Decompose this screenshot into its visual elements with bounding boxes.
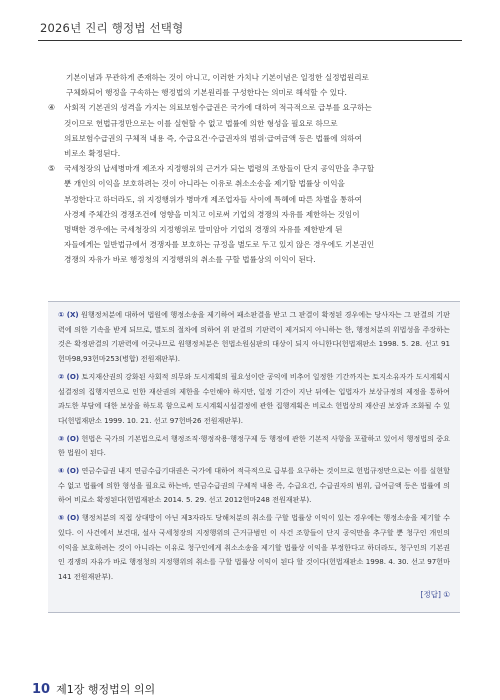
text-line: 사경제 주체간의 경쟁조건에 영향을 미치고 이로써 기업의 경쟁의 자유를 제한하는 것임이 xyxy=(64,209,360,219)
text-line: 경쟁의 자유가 바로 행정청의 지정행위의 취소를 구할 법률상의 이익이 된다. xyxy=(64,255,316,265)
text-line: 뿐 개인의 이익을 보호하려는 것이 아니라는 이유로 취소소송을 제기할 법률상 이익을 xyxy=(64,179,345,189)
option-text xyxy=(64,161,460,267)
question-body xyxy=(48,70,460,268)
explanation-box xyxy=(48,301,460,613)
explanation-marker: ④ (O) xyxy=(58,466,80,476)
page-footer xyxy=(32,681,155,697)
option-number: ④ xyxy=(48,103,56,113)
text-line: 부정한다고 하더라도, 위 지정행위가 병마개 제조업자들 사이에 특혜에 따른 차별을 통하여 xyxy=(64,194,362,204)
explanation-item-1 xyxy=(58,308,450,367)
answer-label: [정답] ① xyxy=(420,589,450,599)
text-line: 국세청장의 납세병마개 제조자 지정행위의 근거가 되는 법령의 조항들이 단지 공익만을 추구할 xyxy=(64,164,375,174)
explanation-marker: ⑤ (O) xyxy=(58,513,80,523)
explanation-item-5 xyxy=(58,511,450,585)
explanation-marker: ② (O) xyxy=(58,371,80,381)
continuation-paragraph xyxy=(48,70,460,100)
explanation-text: 연금수급권 내지 연금수급기대권은 국가에 대하여 적극적으로 급부를 요구하는 것이므로 헌법규정만으로는 이를 실현할 수 없고 법률에 의한 형성을 필요로 하는바, 연금수급권의 구체적 내용 즉, 수급요건, 수급권자의 범위, 급여금액 등은 법률에 의하여 비로소 확정된다(헌법재판소 2014. 5. 29. 선고 2012헌마248 전원재판부). xyxy=(58,466,450,505)
explanation-text: 헌법은 국가의 기본법으로서 행정조직·행정작용·행정구제 등 행정에 관한 기본적 사항을 포괄하고 있어서 행정법의 중요한 법원이 된다. xyxy=(58,433,450,458)
option-4 xyxy=(48,100,460,161)
page-number: 10 xyxy=(32,682,51,697)
explanation-item-4 xyxy=(58,464,450,508)
option-number: ⑤ xyxy=(48,164,56,174)
running-header: 2026년 진리 행정법 선택형 xyxy=(40,21,184,35)
explanation-marker: ① (X) xyxy=(58,310,79,319)
option-5 xyxy=(48,161,460,267)
explanation-item-2 xyxy=(58,370,450,429)
text-line: 사회적 기본권의 성격을 가지는 의료보험수급권은 국가에 대하여 적극적으로 급부를 요구하는 xyxy=(64,103,372,113)
text-line: 구체화되어 행정을 구속하는 행정법의 기본원리를 구성한다는 의미로 해석할 수 있다. xyxy=(66,88,347,98)
explanation-text: 토지재산권의 강화된 사회적 의무와 도시계획의 필요성이란 공익에 비추어 일정한 기간까지는 토지소유자가 도시계획시설결정의 집행지연으로 인한 재산권의 제한을 수인해야 하지만, 일정 기간이 지난 뒤에는 입법자가 보상규정의 제정을 통하여 과도한 부담에 대한 보상을 하도록 함으로써 도시계획시설결정에 관한 집행계획은 비로소 헌법상의 재산권 보장과 조화될 수 있다(헌법재판소 1999. 10. 21. 선고 97헌바26 전원재판부). xyxy=(58,371,450,425)
text-line: 자들에게는 일반법규에서 경쟁자를 보호하는 규정을 별도로 두고 있지 않은 경우에도 기본권인 xyxy=(64,240,375,250)
text-line: 것이므로 헌법규정만으로는 이를 실현할 수 없고 법률에 의한 형성을 필요로 하므로 xyxy=(64,118,338,128)
explanation-text: 원행정처분에 대하여 법원에 행정소송을 제기하여 패소판결을 받고 그 판결이 확정된 경우에는 당사자는 그 판결의 기판력에 의한 기속을 받게 되므로, 별도의 절차에 의하여 위 판결의 기판력이 제거되지 아니하는 한, 행정처분의 위법성을 주장하는 것은 확정판결의 기판력에 어긋나므로 원행정처분은 헌법소원심판의 대상이 되지 아니한다(헌법재판소 1998. 5. 28. 선고 91헌마98,93헌마253(병합) 전원재판부). xyxy=(58,310,450,364)
explanation-item-3 xyxy=(58,432,450,461)
chapter-title: 제1장 행정법의 의의 xyxy=(56,683,156,696)
explanation-marker: ③ (O) xyxy=(58,433,80,443)
text-line: 의료보험수급권의 구체적 내용 즉, 수급요건·수급권자의 범위·급여금액 등은 법률에 의하여 xyxy=(64,133,362,143)
text-line: 기본이념과 무관하게 존재하는 것이 아니고, 이러한 가치나 기본이념은 일정한 실정법원리로 xyxy=(66,73,369,82)
explanation-text: 행정처분의 직접 상대방이 아닌 제3자라도 당해처분의 취소를 구할 법률상 이익이 있는 경우에는 행정소송을 제기할 수 있다. 이 사건에서 보건대, 설사 국세청장의 지정행위의 근거규범인 이 사건 조항들이 단지 공익만을 추구할 뿐 청구인 개인의 이익을 보호하려는 것이 아니라는 이유로 청구인에게 취소소송을 제기할 법률상 이익을 부정한다고 하더라도, 청구인의 기본권인 경쟁의 자유가 바로 행정청의 지정행위의 취소를 구할 법률상 이익이 된다 할 것이다(헌법재판소 1998. 4. 30. 선고 97헌마141 전원재판부). xyxy=(58,513,450,581)
header-divider xyxy=(38,40,462,41)
text-line: 명백한 경우에는 국세청장의 지정행위로 말미암아 기업의 경쟁의 자유를 제한받게 된 xyxy=(64,225,343,235)
option-text xyxy=(64,100,460,161)
text-line: 비로소 확정된다. xyxy=(64,149,121,159)
